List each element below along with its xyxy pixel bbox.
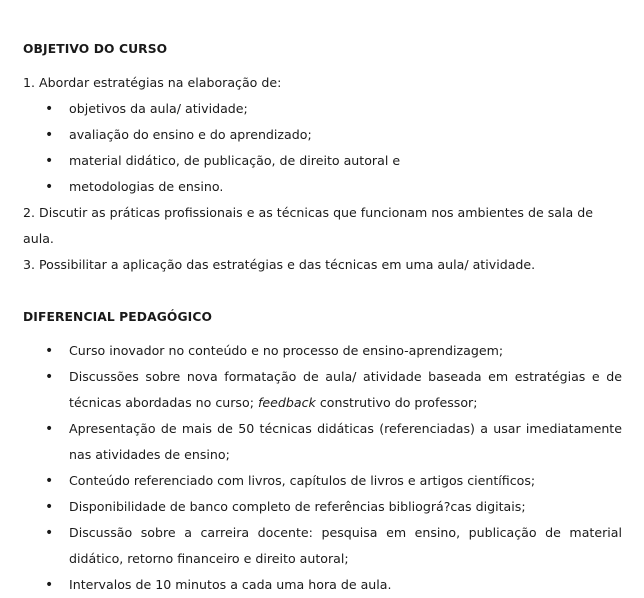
list-item (23, 416, 622, 468)
spacer (23, 62, 622, 70)
objetivo-sub-list (23, 96, 622, 200)
bullet-icon: • (45, 101, 54, 117)
list-item (23, 96, 622, 122)
list-item-text: Intervalos de 10 minutos a cada uma hora de aula. (69, 577, 392, 592)
bullet-icon: • (45, 525, 54, 541)
list-item (23, 468, 622, 494)
list-item-text: Curso inovador no conteúdo e no processo de ensino-aprendizagem; (69, 343, 504, 358)
bullet-icon: • (45, 127, 54, 143)
diferencial-heading: DIFERENCIAL PEDAGÓGICO (23, 310, 213, 324)
bullet-icon: • (45, 153, 54, 169)
objetivo-item-1: 1. Abordar estratégias na elaboração de: (23, 75, 282, 90)
list-item-text: Disponibilidade de banco completo de referências bibliográ?cas digitais; (69, 499, 526, 514)
list-item-text: Apresentação de mais de 50 técnicas didáticas (referenciadas) a usar imediatamente nas atividades de ensino; (69, 421, 622, 462)
list-item (23, 148, 622, 174)
list-item (23, 364, 622, 416)
list-item-text: avaliação do ensino e do aprendizado; (69, 127, 312, 142)
list-item (23, 338, 622, 364)
objetivo-heading: OBJETIVO DO CURSO (23, 42, 168, 56)
list-item-text: metodologias de ensino. (69, 179, 224, 194)
list-item-text: Discussões sobre nova formatação de aula/ atividade baseada em estratégias e de técnicas abordadas no curso; (69, 369, 622, 410)
list-item-text: Conteúdo referenciado com livros, capítulos de livros e artigos científicos; (69, 473, 536, 488)
list-item-text: objetivos da aula/ atividade; (69, 101, 248, 116)
list-item (23, 122, 622, 148)
list-item (23, 174, 622, 200)
bullet-icon: • (45, 473, 54, 489)
list-item-text: material didático, de publicação, de direito autoral e (69, 153, 401, 168)
feedback-emphasis: feedback (257, 395, 316, 410)
list-item (23, 572, 622, 598)
spacer (23, 330, 622, 338)
bullet-icon: • (45, 369, 54, 385)
list-item (23, 494, 622, 520)
objetivo-item-2: 2. Discutir as práticas profissionais e as técnicas que funcionam nos ambientes de sala de aula. (23, 205, 593, 246)
bullet-icon: • (45, 179, 54, 195)
list-item-text: Discussão sobre a carreira docente: pesquisa em ensino, publicação de material didático, retorno financeiro e direito autoral; (69, 525, 622, 566)
bullet-icon: • (45, 343, 54, 359)
bullet-icon: • (45, 577, 54, 593)
bullet-icon: • (45, 421, 54, 437)
document-body (23, 36, 622, 598)
objetivo-item-3: 3. Possibilitar a aplicação das estratégias e das técnicas em uma aula/ atividade. (23, 257, 536, 272)
bullet-icon: • (45, 499, 54, 515)
diferencial-list (23, 338, 622, 598)
list-item-text-tail: construtivo do professor; (319, 395, 478, 410)
list-item (23, 520, 622, 572)
